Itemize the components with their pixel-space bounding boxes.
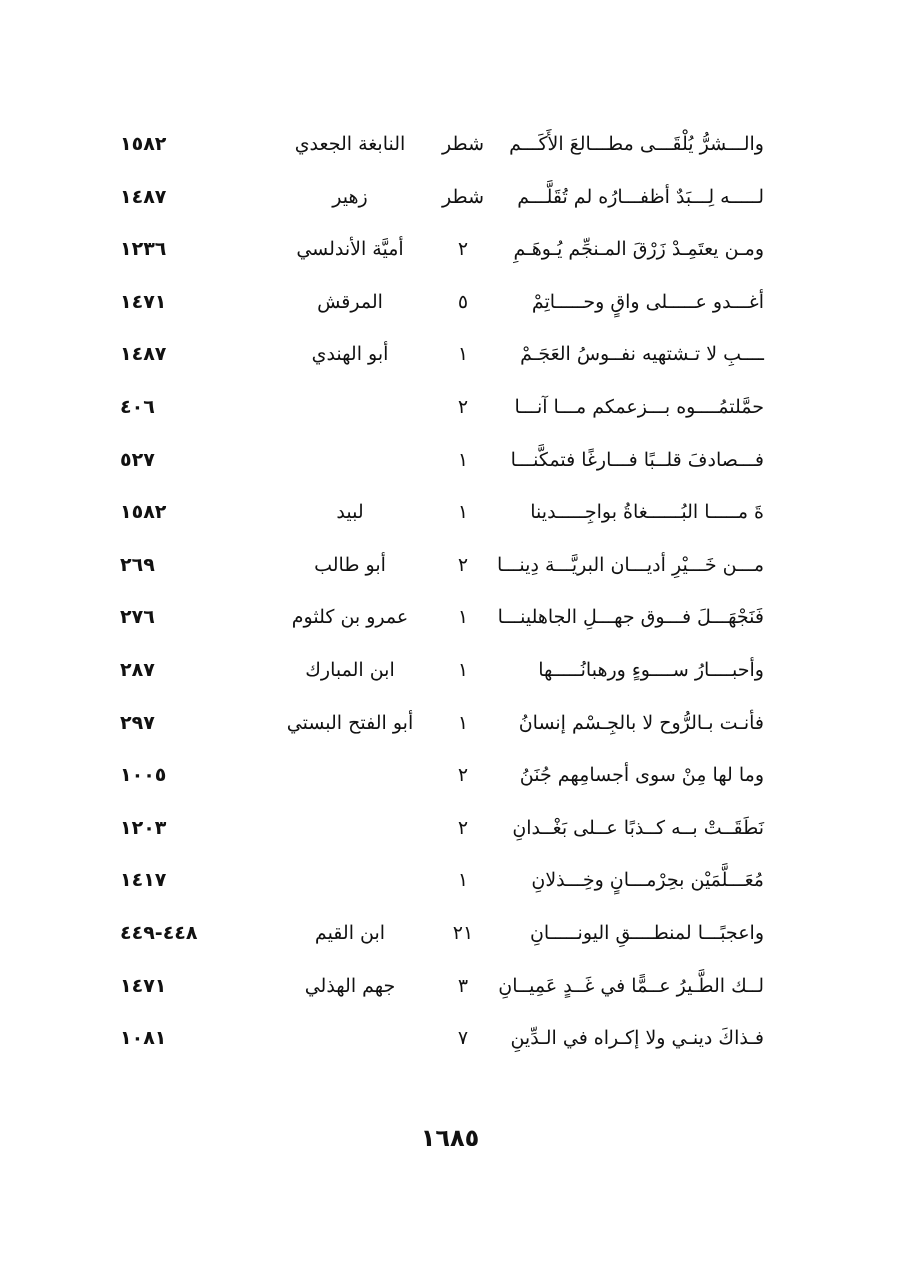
page-reference: ١٤٨٧ — [120, 185, 167, 208]
verse-text: واعجبًـــا لمنطــــقِ اليونـــــانِ — [529, 921, 764, 944]
poet-name: لبيد — [336, 501, 364, 524]
verse-count: ١ — [457, 711, 469, 734]
poet-name: ابن القيم — [314, 921, 386, 944]
verse-text: فَنَجْهَـــلَ فـــوق جهـــلِ الجاهلينـــا — [497, 606, 764, 629]
table-row — [0, 963, 900, 1016]
page-reference: ١٢٣٦ — [120, 238, 167, 261]
page-reference: ٢٧٦ — [120, 606, 155, 629]
table-row — [0, 647, 900, 700]
table-row — [0, 226, 900, 279]
page-reference: ٢٦٩ — [120, 553, 155, 576]
verse-text: ةَ مـــــا البُــــــغاةُ بواجِـــــدينا — [530, 501, 764, 524]
verse-text: أغـــدو عـــــلى واقٍ وحـــــاتِمْ — [531, 290, 764, 313]
page-number: ١٦٨٥ — [420, 1124, 480, 1152]
page-reference: ١٥٨٢ — [120, 133, 167, 155]
poet-name: أبو طالب — [314, 553, 386, 576]
verse-text: وأحبــــارُ ســــوءٍ ورهبانُـــــها — [538, 658, 764, 681]
table-row — [0, 752, 900, 805]
verse-text: ــــبِ لا تـشتهيه نفــوسُ العَجَـمْ — [520, 343, 764, 366]
verse-count: ١ — [457, 658, 469, 681]
poet-name: ابن المبارك — [305, 658, 395, 681]
verse-count: شطر — [442, 185, 484, 208]
table-row — [0, 700, 900, 753]
table-row — [0, 121, 900, 174]
page-reference: ١٤١٧ — [120, 869, 167, 892]
table-row — [0, 857, 900, 910]
page-reference: ٢٩٧ — [120, 711, 155, 734]
verse-text: وما لها مِنْ سوى أجسامِهم جُنَنُ — [519, 764, 764, 787]
verse-count: ١ — [457, 448, 469, 471]
verse-count: ٢ — [457, 553, 469, 576]
page-reference: ١٢٠٣ — [120, 816, 167, 839]
verse-text: مـــن خَـــيْرِ أديـــان البريَّـــة دِينـــا — [496, 553, 764, 576]
verse-text: والـــشرُّ يُلْقَـــى مطـــالعَ الأَكَـــم — [509, 133, 764, 155]
verse-text: مُعَـــلَّمَيْن بحِرْمـــانٍ وخِـــذلانِ — [531, 869, 764, 892]
verse-text: حمَّلتمُــــوه بـــزعمكم مـــا آنـــا — [514, 395, 764, 418]
poet-name: أبو الهندي — [311, 343, 389, 366]
verse-count: ٢ — [457, 816, 469, 839]
verse-count: ٢ — [457, 395, 469, 418]
verse-count: ١ — [457, 606, 469, 629]
page-reference: ١٤٨٧ — [120, 343, 167, 366]
page-reference: ١٥٨٢ — [120, 501, 167, 524]
poet-name: عمرو بن كلثوم — [291, 606, 409, 629]
verse-text: لــك الطَّـيرُ عــمًّا في غَــدٍ عَمِيــانِ — [498, 974, 764, 997]
verse-text: فـذاكَ دينـي ولا إكـراه في الـدِّينِ — [510, 1027, 764, 1050]
table-row — [0, 489, 900, 542]
verse-text: فـــصادفَ قلــبًا فـــارغًا فتمكَّنـــا — [510, 448, 764, 471]
page-reference: ٤٤٨-٤٤٩ — [120, 921, 198, 944]
verse-count: ٢١ — [452, 921, 474, 944]
page-reference: ٥٢٧ — [120, 448, 155, 471]
poet-name: أبو الفتح البستي — [286, 711, 414, 734]
verse-count: ١ — [457, 869, 469, 892]
verse-text: فأنـت بـالرُّوح لا بالجِـسْم إنسانُ — [518, 711, 764, 734]
verse-count: شطر — [442, 133, 484, 155]
page-reference: ١٤٧١ — [120, 974, 167, 997]
verse-count: ٧ — [457, 1027, 469, 1050]
page-reference: ١٠٠٥ — [120, 764, 167, 787]
verse-count: ١ — [457, 343, 469, 366]
verse-count: ٣ — [457, 974, 469, 997]
page-reference: ١٤٧١ — [120, 290, 167, 313]
page-reference: ٤٠٦ — [120, 395, 155, 418]
table-row — [0, 279, 900, 332]
verse-count: ٢ — [457, 764, 469, 787]
table-row — [0, 1015, 900, 1068]
page-reference: ٢٨٧ — [120, 658, 155, 681]
table-row — [0, 542, 900, 595]
verse-text: نَطَقَــتْ بــه كــذبًا عــلى بَغْــدانِ — [512, 816, 764, 839]
poet-name: النابغة الجعدي — [294, 133, 406, 155]
poet-name: المرقش — [317, 290, 383, 313]
page-reference: ١٠٨١ — [120, 1027, 167, 1050]
table-row — [0, 594, 900, 647]
poet-name: أميَّة الأندلسي — [296, 238, 404, 261]
table-row — [0, 384, 900, 437]
table-row — [0, 174, 900, 227]
verse-text: ومـن يعتَمِـدْ زَرْقَ المـنجِّم يُـوهَـمِ — [513, 238, 764, 261]
verse-count: ١ — [457, 501, 469, 524]
verse-count: ٥ — [457, 290, 469, 313]
verse-index-table — [0, 121, 900, 1068]
table-row — [0, 910, 900, 963]
poet-name: زهير — [332, 185, 368, 208]
table-row — [0, 805, 900, 858]
verse-count: ٢ — [457, 238, 469, 261]
table-row — [0, 331, 900, 384]
table-row — [0, 437, 900, 490]
poet-name: جهم الهذلي — [304, 974, 396, 997]
verse-text: لـــــه لِـــبَدٌ أظفـــارُه لم تُقَلَّـــم — [517, 185, 764, 208]
